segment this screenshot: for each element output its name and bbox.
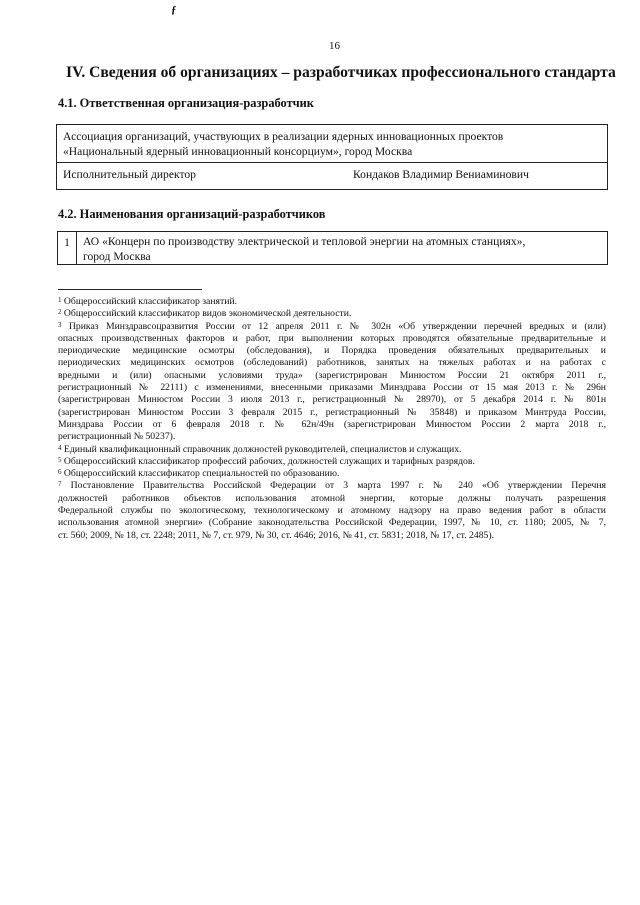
footnote-line: периодических медицинских осмотров (обследований) работников, занятых на тяжелых работах и на работах с [58,357,606,369]
footnote-line: регистрационный № 50237). [58,431,176,443]
table-divider [57,162,607,163]
footnote [58,480,606,541]
footnote-rule [58,289,202,290]
footnote [58,456,606,468]
section-heading: IV. Сведения об организациях – разработчиках профессионального стандарта [66,64,616,81]
footnote-line: $^4$ Единый квалификационный справочник должностей руководителей, специалистов и служащих. [58,443,462,455]
footnote-line: $^1$ Общероссийский классификатор занятий. [58,296,238,307]
footnote-line: использования атомной энергии» (Собрание законодательства Российской Федерации, 1997, № 10, ст. 1180; 2005, № 7, [58,517,606,529]
footnotes [58,296,606,542]
footnote-line: периодические медицинские осмотры (обследования), и Порядка проведения обязательных предварительных и [58,345,606,357]
developer-name [83,234,603,264]
footnote [58,296,606,308]
footnote [58,321,606,444]
footnote-line: $^6$ Общероссийский классификатор специальностей по образованию. [58,468,340,480]
position-label: Исполнительный директор [63,168,196,181]
footnote-line: $^5$ Общероссийский классификатор профессий рабочих, должностей служащих и тарифных разрядов. [58,455,475,467]
person-name: Кондаков Владимир Вениаминович [353,168,529,181]
footnote-marker: 1 [58,296,62,304]
footnote-line: регистрационный № 22111) с изменениями, внесенными приказами Минздрава России от 15 мая 2013 г. № 296н [58,382,606,394]
footnote [58,444,606,456]
developer-name-line: город Москва [83,250,151,263]
footnote-line: ст. 560; 2009, № 18, ст. 2248; 2011, № 7, ст. 979, № 30, ст. 4646; 2016, № 41, ст. 5831; 2018, № 17, ст. 2485). [58,529,495,541]
footnote [58,468,606,480]
footnote-line: Минздрава России от 6 февраля 2018 г. № 62н/49н (зарегистрирован Минюстом России 2 марта 2018 г., [58,418,606,430]
org-name-line: «Национальный ядерный инновационный консорциум», город Москва [63,145,413,158]
footnote-line: вредными и (или) опасными условиями труда» (зарегистрирован Минюстом России 21 октября 2011 г., [58,369,606,381]
footnote-line: (зарегистрирован Минюстом России 3 февраля 2015 г., регистрационный № 35848) и приказом Минтруда России, [58,406,606,418]
footnote-marker: 2 [58,308,62,317]
footnote-marker: 4 [58,443,62,452]
org-name-line: Ассоциация организаций, участвующих в реализации ядерных инновационных проектов [63,130,504,143]
footnote-marker: 5 [58,455,62,464]
footnote [58,308,606,320]
developers-heading: 4.2. Наименования организаций-разработчиков [58,207,326,221]
footnote-line: $^2$ Общероссийский классификатор видов экономической деятельности. [58,308,352,320]
footnote-marker: 7 [58,480,62,489]
responsible-org-table [56,124,608,190]
developer-name-line: АО «Концерн по производству электрической и тепловой энергии на атомных станциях», [83,235,526,248]
footnote-line: $^3$ Приказ Минздравсоцразвития России от 12 апреля 2011 г. № 302н «Об утверждении перечней вредных и (или) [58,320,606,332]
footnote-line: Федеральной службы по экологическому, технологическому и атомному надзору на право ведения работ в области [58,505,606,517]
page-number: 16 [329,40,340,52]
footnote-marker: 3 [58,320,62,329]
footnote-marker: 6 [58,468,62,477]
footnote-line: $^7$ Постановление Правительства Российской Федерации от 3 марта 1997 г. № 240 «Об утверждении Перечня [58,480,606,492]
scan-mark: ƒ [171,4,177,16]
developer-number: 1 [64,236,70,249]
responsible-org-heading: 4.1. Ответственная организация-разработчик [58,96,314,110]
developers-table [64,231,608,265]
footnote-line: должностей работников объектов использования атомной энергии, которые должны получать разрешения [58,492,606,504]
org-name [63,129,603,159]
footnote-line: опасных производственных факторов и работ, при выполнении которых проводятся обязательные предварительные и [58,332,606,344]
footnote-line: (зарегистрирован Минюстом России 3 июля 2013 г., регистрационный № 28970), от 5 декабря 2014 г. № 801н [58,394,606,406]
